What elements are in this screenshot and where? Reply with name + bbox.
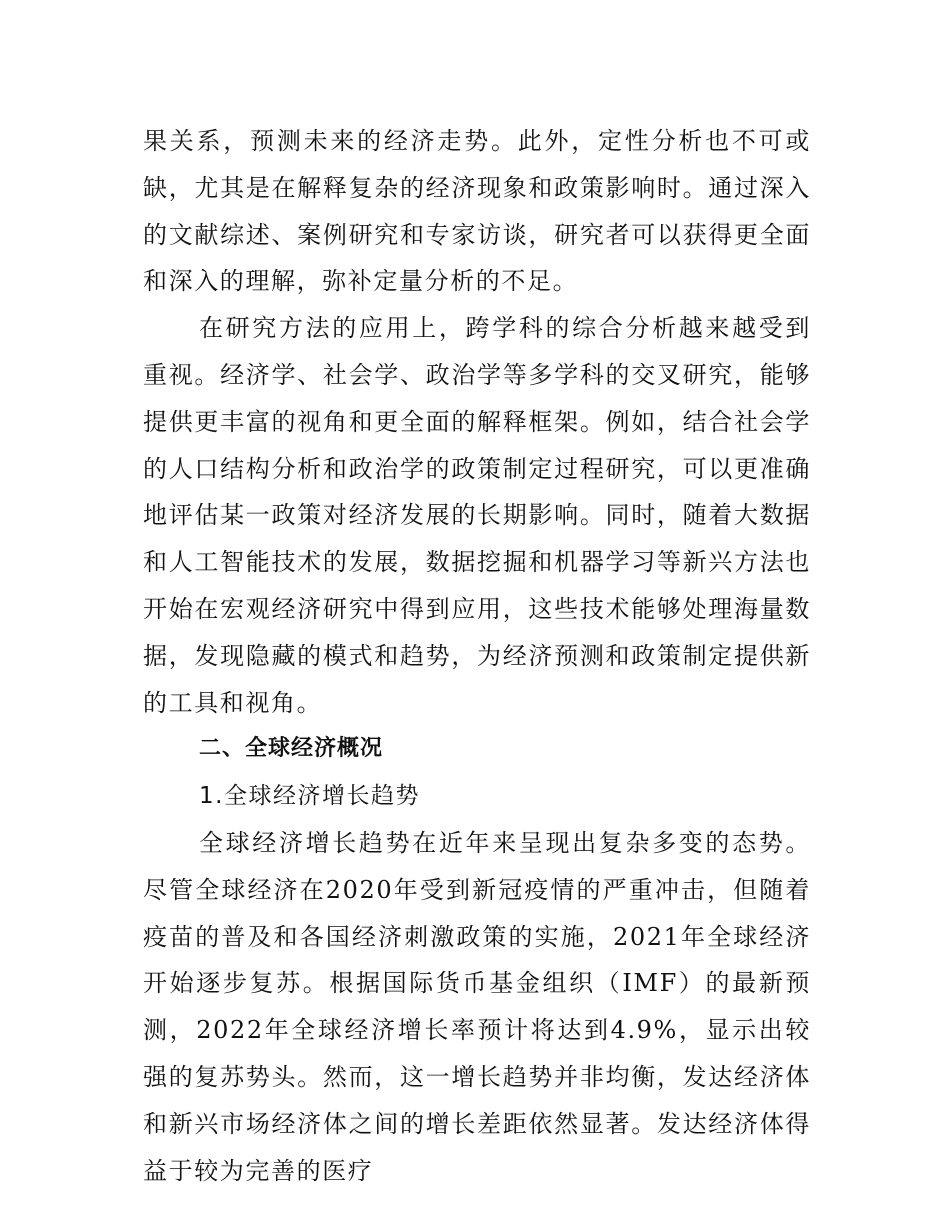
paragraph-global-growth: 全球经济增长趋势在近年来呈现出复杂多变的态势。尽管全球经济在2020年受到新冠疫情的严重冲击，但随着疫苗的普及和各国经济刺激政策的实施，2021年全球经济开始逐步复苏。根据国际货币基金组织（IMF）的最新预测，2022年全球经济增长率预计将达到4.9%，显示出较强的复苏势头。然而，这一增长趋势并非均衡，发达经济体和新兴市场经济体之间的增长差距依然显著。发达经济体得益于较为完善的医疗: [143, 828, 811, 1185]
paragraph-continued: 果关系，预测未来的经济走势。此外，定性分析也不可或缺，尤其是在解释复杂的经济现象和政策影响时。通过深入的文献综述、案例研究和专家访谈，研究者可以获得更全面和深入的理解，弥补定量分析的不足。: [143, 127, 811, 296]
subsection-heading: 1.全球经济增长趋势: [199, 783, 420, 810]
section-heading: 二、全球经济概况: [199, 736, 384, 762]
paragraph-research-methods: 在研究方法的应用上，跨学科的综合分析越来越受到重视。经济学、社会学、政治学等多学科的交叉研究，能够提供更丰富的视角和更全面的解释框架。例如，结合社会学的人口结构分析和政治学的政策制定过程研究，可以更准确地评估某一政策对经济发展的长期影响。同时，随着大数据和人工智能技术的发展，数据挖掘和机器学习等新兴方法也开始在宏观经济研究中得到应用，这些技术能够处理海量数据，发现隐藏的模式和趋势，为经济预测和政策制定提供新的工具和视角。: [143, 314, 811, 717]
document-body: [143, 118, 811, 1194]
